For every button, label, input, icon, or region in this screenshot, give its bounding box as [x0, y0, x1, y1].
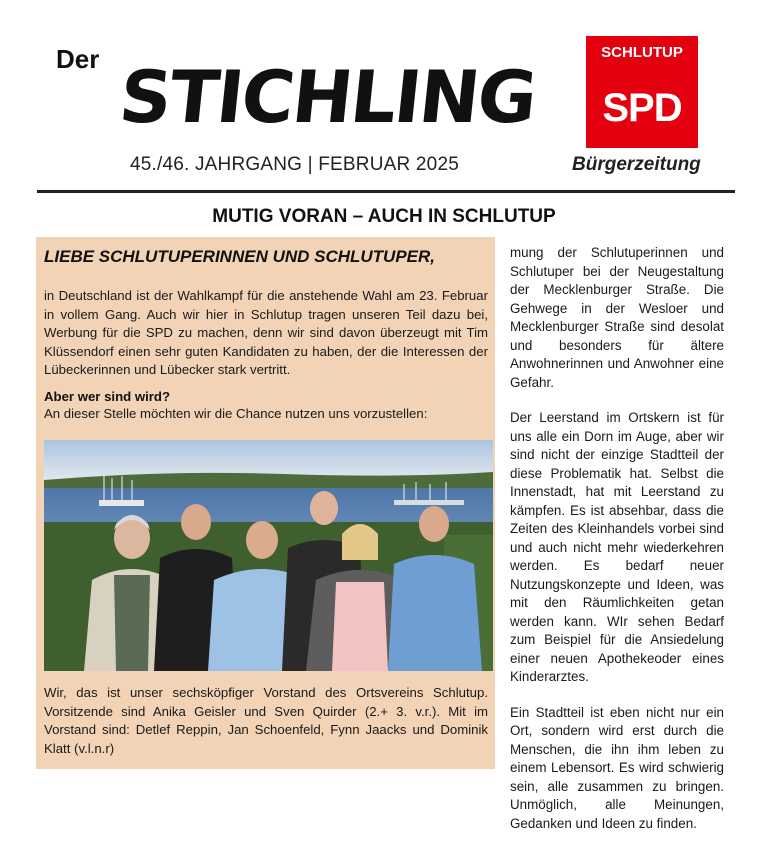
question-heading: Aber wer sind wird? [44, 389, 171, 404]
question-text: An dieser Stelle möchten wir die Chance nutzen uns vorzustellen: [44, 406, 428, 421]
right-column [510, 244, 724, 850]
spd-logo-badge [586, 36, 698, 148]
right-paragraph: Der Leerstand im Ortskern ist für uns alle ein Dorn im Auge, aber wir sind nicht der einzige Stadtteil der diese Problematik hat. Selbst die Innenstadt, hat mit Leerstand zu kämpfen. Es ist absehbar, dass die Zeiten des Kleinhandels vorbei sind und auch nicht mehr wiederkehren werden. Es bedarf neuer Nutzungskonzepte und Ideen, was mit den Räumlichkeiten getan werden kann. WIr sehen Bedarf zum Beispiel für die Ansiedelung einer neuen Apothekeoder eines Kinderarztes. [510, 410, 724, 684]
right-paragraph: mung der Schlutuperinnen und Schlutuper bei der Neugestaltung der Mecklenburger Straße. Die Gehwege in der Wesloer und Mecklenburger Straße sind desolat und besonders für ältere Anwohnerinnen und Anwohner eine Gefahr. [510, 245, 724, 390]
issue-info: 45./46. JAHRGANG | FEBRUAR 2025 [130, 154, 459, 175]
spd-badge-main-text: SPD [602, 86, 682, 130]
intro-paragraph: in Deutschland ist der Wahlkampf für die anstehende Wahl am 23. Februar in vollem Gang. Auch wir hier in Schlutup tragen unseren Teil dazu bei, Werbung für die SPD zu machen, denn wir sind davon überzeugt mit Tim Klüssendorf einen sehr guten Kandidaten zu haben, der die Interessen der Lübeckerinnen und Lübecker stark vertritt. [44, 288, 488, 377]
buergerzeitung-subtitle: Bürgerzeitung [572, 154, 701, 175]
board-group-photo [44, 440, 493, 671]
header-divider [37, 190, 735, 193]
article-greeting: LIEBE SCHLUTUPERINNEN UND SCHLUTUPER, [44, 247, 436, 266]
masthead-der: Der [56, 44, 100, 74]
photo-caption: Wir, das ist unser sechsköpfiger Vorstand des Ortsvereins Schlutup. Vorsitzende sind Anika Geisler und Sven Quirder (2.+ 3. v.r.). Mit im Vorstand sind: Detlef Reppin, Jan Schoenfeld, Fynn Jaacks und Dominik Klatt (v.l.n.r) [44, 685, 488, 756]
right-paragraph: Ein Stadtteil ist eben nicht nur ein Ort, sondern wird erst durch die Menschen, die ihn ihm leben zu einem Lebensort. Es wird schwierig sein, alle zusammen zu bringen. Unmöglich, alle Meinungen, Gedanken und Ideen zu finden. [510, 704, 724, 831]
article-headline: MUTIG VORAN – AUCH IN SCHLUTUP [212, 206, 556, 227]
spd-badge-top-text: SCHLUTUP [601, 44, 683, 61]
stichling-logo [115, 40, 540, 140]
svg-text:STICHLING: STICHLING [115, 56, 540, 140]
